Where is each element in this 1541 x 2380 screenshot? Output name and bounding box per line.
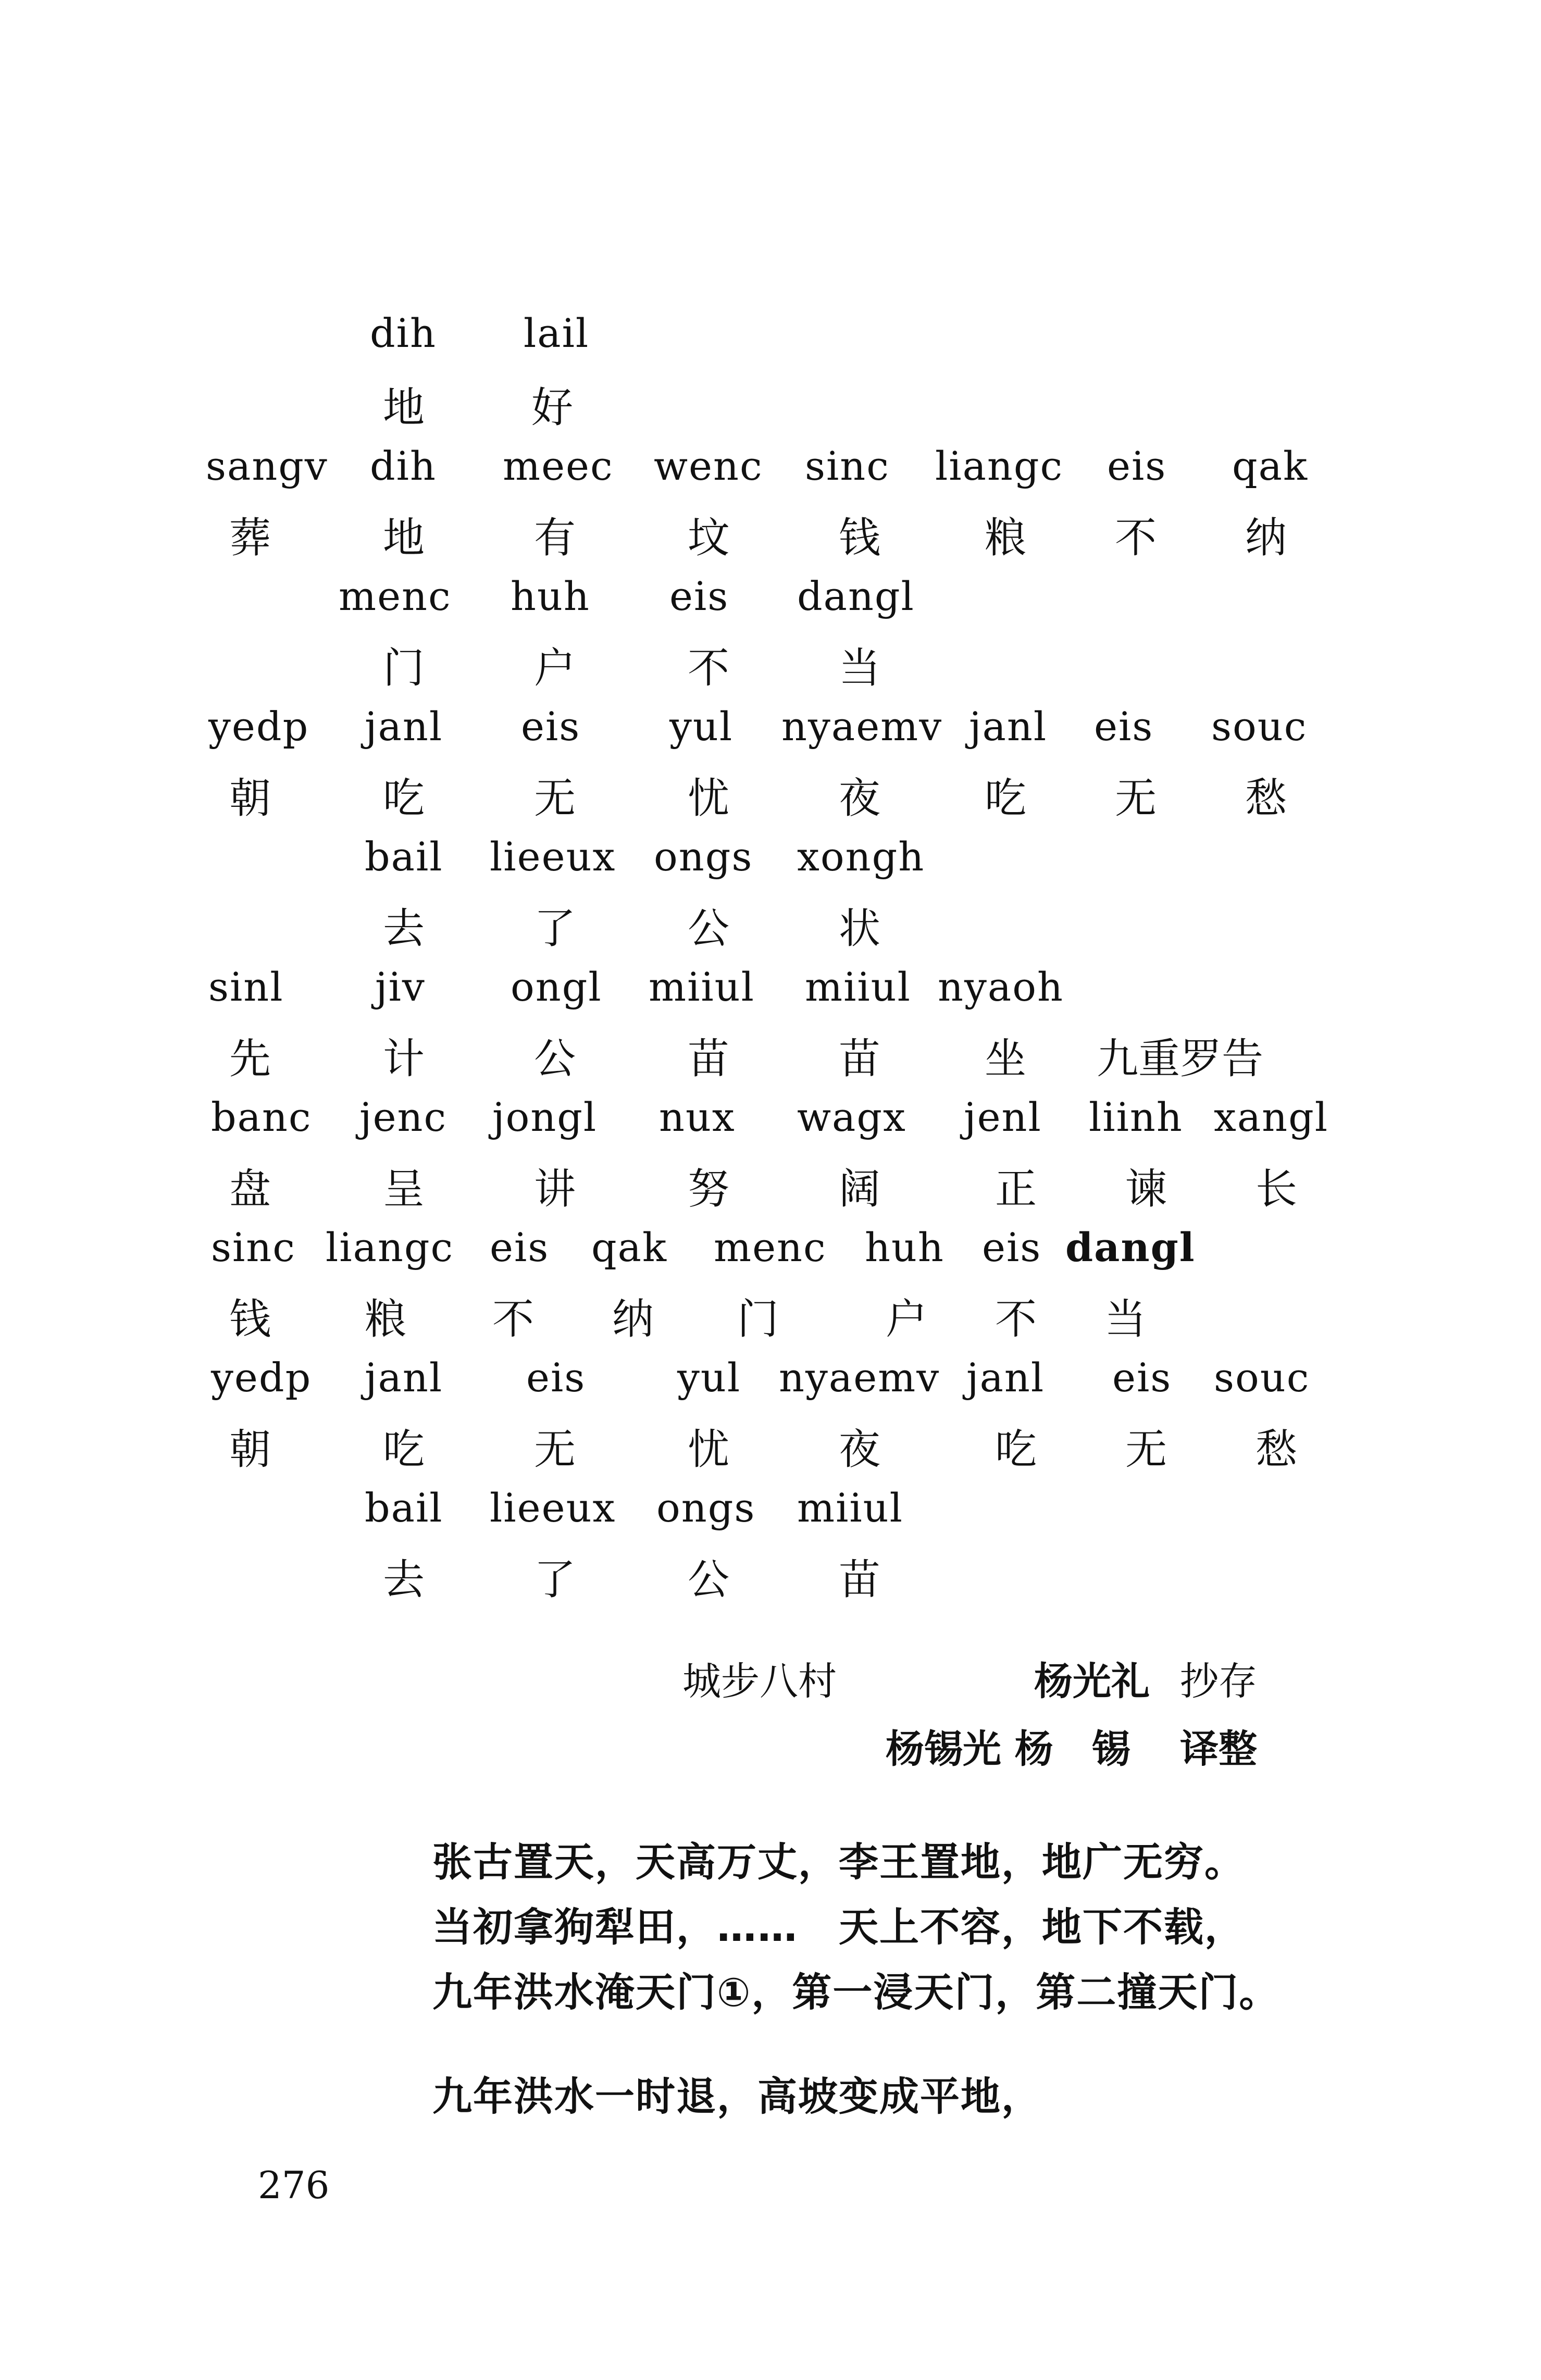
poem-gloss: 好 [531, 383, 573, 432]
poem-gloss: 钱 [839, 514, 880, 562]
prose-line: 九年洪水一时退，高坡变成平地， [432, 2073, 1042, 2120]
poem-word: bail [365, 1485, 443, 1531]
credit-place: 城步八村 [682, 1659, 837, 1704]
poem-gloss: 门 [737, 1295, 779, 1343]
poem-line-7 [0, 703, 1541, 771]
credit-copier-role: 抄存 [1180, 1659, 1257, 1704]
prose-line: 九年洪水淹天门①，第一浸天门，第二撞天门。 [432, 1969, 1280, 2015]
poem-word: sinl [208, 964, 284, 1010]
poem-line-13 [0, 1094, 1541, 1162]
poem-word: jongl [492, 1094, 598, 1140]
poem-word: lieeux [490, 833, 616, 880]
prose-line: 当初拿狗犁田，…… 天上不容，地下不载， [432, 1904, 1245, 1950]
poem-line-18 [0, 1425, 1541, 1492]
poem-gloss: 吃 [383, 774, 425, 823]
poem-gloss: 纳 [1245, 514, 1287, 562]
poem-word: yul [669, 703, 734, 750]
poem-gloss: 无 [1115, 774, 1157, 823]
poem-line-14 [0, 1164, 1541, 1232]
poem-gloss: 去 [383, 1555, 425, 1604]
poem-word: qak [591, 1224, 668, 1270]
poem-word: qak [1232, 443, 1309, 489]
poem-gloss: 呈 [383, 1165, 425, 1213]
poem-gloss: 夜 [839, 1425, 880, 1474]
poem-gloss: 门 [383, 644, 425, 692]
poem-line-12 [0, 1034, 1541, 1102]
poem-gloss: 阔 [839, 1165, 880, 1213]
poem-word: menc [714, 1224, 827, 1270]
poem-word: janl [365, 703, 443, 750]
poem-word: janl [365, 1354, 443, 1401]
poem-gloss: 吃 [985, 774, 1026, 823]
poem-gloss: 长 [1256, 1165, 1297, 1213]
poem-gloss: 不 [995, 1295, 1037, 1343]
poem-word: souc [1214, 1354, 1310, 1401]
poem-gloss: 了 [534, 1555, 576, 1604]
poem-gloss: 钱 [229, 1295, 271, 1343]
poem-gloss: 正 [995, 1165, 1037, 1213]
poem-gloss: 先 [229, 1035, 271, 1083]
poem-gloss: 九重罗告 [1097, 1035, 1263, 1083]
poem-line-20 [0, 1555, 1541, 1623]
poem-line-10 [0, 904, 1541, 971]
poem-word: jenl [964, 1094, 1042, 1140]
poem-line-11 [0, 964, 1541, 1031]
poem-gloss: 朝 [229, 1425, 271, 1474]
poem-gloss: 朝 [229, 774, 271, 823]
poem-gloss: 夜 [839, 774, 880, 823]
poem-gloss: 讲 [534, 1165, 576, 1213]
poem-gloss: 忧 [688, 1425, 729, 1474]
poem-word: ongl [511, 964, 602, 1010]
poem-word: wagx [797, 1094, 906, 1140]
poem-gloss: 不 [688, 644, 729, 692]
poem-word: huh [511, 573, 590, 619]
prose-line: 张古置天，天高万丈，李王置地，地广无穷。 [432, 1839, 1245, 1885]
poem-word: banc [211, 1094, 312, 1140]
poem-gloss: 谏 [1125, 1165, 1167, 1213]
poem-word: yedp [208, 703, 309, 750]
poem-word: souc [1211, 703, 1308, 750]
poem-gloss: 有 [534, 514, 576, 562]
poem-word: ongs [656, 1485, 756, 1531]
poem-gloss: 粮 [365, 1295, 406, 1343]
poem-gloss: 无 [534, 774, 576, 823]
poem-word: jiv [375, 964, 426, 1010]
poem-gloss: 忧 [688, 774, 729, 823]
poem-gloss: 愁 [1256, 1425, 1297, 1474]
poem-word: meec [503, 443, 614, 489]
poem-word: eis [1094, 703, 1154, 750]
credit-copier: 杨光礼 [1034, 1659, 1150, 1704]
poem-line-1 [0, 310, 1541, 378]
poem-word: bail [365, 833, 443, 880]
poem-gloss: 无 [534, 1425, 576, 1474]
poem-word: janl [969, 703, 1048, 750]
poem-word: eis [490, 1224, 550, 1270]
poem-line-19 [0, 1485, 1541, 1552]
poem-gloss: 状 [839, 904, 880, 953]
poem-line-15 [0, 1224, 1541, 1292]
poem-word: eis [982, 1224, 1042, 1270]
poem-line-3 [0, 443, 1541, 510]
poem-gloss: 计 [383, 1035, 425, 1083]
poem-word: lieeux [490, 1485, 616, 1531]
poem-word: nyaoh [938, 964, 1064, 1010]
poem-word: miiul [797, 1485, 903, 1531]
poem-word: eis [669, 573, 729, 619]
poem-gloss: 坟 [688, 514, 729, 562]
poem-gloss: 公 [688, 1555, 729, 1604]
poem-gloss: 当 [839, 644, 880, 692]
poem-word: yedp [211, 1354, 312, 1401]
poem-word: nux [659, 1094, 736, 1140]
page-number: 276 [258, 2163, 330, 2207]
poem-word: eis [526, 1354, 586, 1401]
poem-line-17 [0, 1354, 1541, 1422]
poem-word: dih [370, 310, 437, 356]
poem-word: nyaemv [779, 1354, 940, 1401]
poem-gloss: 不 [492, 1295, 534, 1343]
poem-gloss: 公 [534, 1035, 576, 1083]
poem-word: eis [1107, 443, 1167, 489]
poem-line-2 [0, 383, 1541, 451]
poem-gloss: 苗 [839, 1035, 880, 1083]
poem-word: wenc [654, 443, 763, 489]
poem-line-9 [0, 833, 1541, 901]
poem-word: xongh [797, 833, 925, 880]
poem-word: nyaemv [781, 703, 943, 750]
poem-line-8 [0, 774, 1541, 841]
poem-word: yul [677, 1354, 741, 1401]
poem-word: menc [339, 573, 452, 619]
poem-word: sinc [805, 443, 890, 489]
credit-translator-role: 译整 [1180, 1727, 1257, 1772]
poem-word: eis [1112, 1354, 1172, 1401]
poem-word: huh [865, 1224, 945, 1270]
poem-word: ongs [654, 833, 753, 880]
poem-gloss: 地 [383, 383, 425, 432]
poem-line-4 [0, 513, 1541, 581]
poem-gloss: 户 [534, 644, 576, 692]
credit-translators: 杨锡光 杨 锡 [886, 1727, 1130, 1772]
poem-word: janl [966, 1354, 1045, 1401]
poem-gloss: 葬 [229, 514, 271, 562]
poem-word: miiul [805, 964, 911, 1010]
poem-word: xangl [1214, 1094, 1329, 1140]
poem-gloss: 努 [688, 1165, 729, 1213]
poem-gloss: 户 [886, 1295, 927, 1343]
poem-word: liinh [1089, 1094, 1183, 1140]
poem-word: miiul [649, 964, 755, 1010]
poem-line-5 [0, 573, 1541, 641]
poem-word: eis [521, 703, 581, 750]
poem-word: dangl [797, 573, 915, 619]
poem-gloss: 吃 [383, 1425, 425, 1474]
poem-word: jenc [359, 1094, 448, 1140]
poem-word: lail [524, 310, 590, 356]
poem-gloss: 粮 [985, 514, 1026, 562]
poem-word: sinc [211, 1224, 296, 1270]
poem-gloss: 地 [383, 514, 425, 562]
poem-gloss: 纳 [612, 1295, 654, 1343]
poem-gloss: 公 [688, 904, 729, 953]
poem-gloss: 当 [1104, 1295, 1146, 1343]
poem-line-16 [0, 1294, 1541, 1362]
poem-word: sangv [206, 443, 328, 489]
poem-word: liangc [326, 1224, 454, 1270]
poem-word: liangc [935, 443, 1064, 489]
poem-gloss: 不 [1115, 514, 1157, 562]
poem-gloss: 坐 [985, 1035, 1026, 1083]
poem-gloss: 苗 [688, 1035, 729, 1083]
poem-gloss: 去 [383, 904, 425, 953]
poem-line-6 [0, 643, 1541, 711]
poem-gloss: 了 [534, 904, 576, 953]
poem-gloss: 吃 [995, 1425, 1037, 1474]
poem-gloss: 愁 [1245, 774, 1287, 823]
poem-gloss: 苗 [839, 1555, 880, 1604]
poem-gloss: 盘 [229, 1165, 271, 1213]
poem-gloss: 无 [1125, 1425, 1167, 1474]
poem-word: dangl [1065, 1224, 1196, 1270]
poem-word: dih [370, 443, 437, 489]
